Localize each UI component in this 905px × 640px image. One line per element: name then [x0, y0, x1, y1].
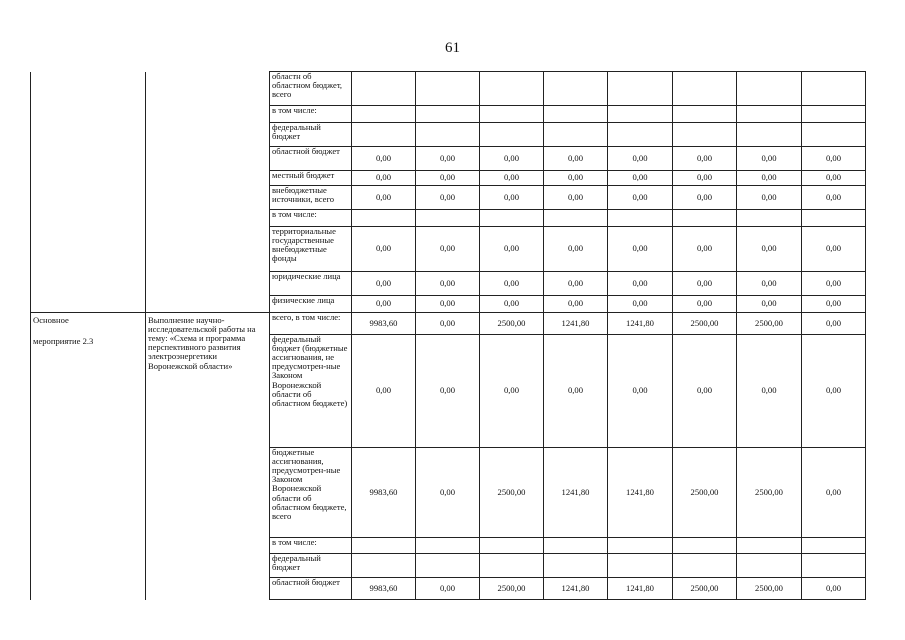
funding-table	[30, 71, 866, 600]
source-label: областной бюджет	[270, 147, 352, 171]
value-cell: 0,00	[544, 171, 608, 186]
value-cell: 0,00	[802, 272, 866, 296]
value-cell: 0,00	[544, 227, 608, 272]
value-cell: 0,00	[608, 296, 673, 313]
value-cell: 0,00	[737, 296, 802, 313]
value-cell: 0,00	[737, 147, 802, 171]
value-cell	[352, 554, 416, 578]
value-cell	[802, 210, 866, 227]
value-cell: 0,00	[673, 186, 737, 210]
value-cell: 0,00	[352, 272, 416, 296]
value-cell: 2500,00	[737, 313, 802, 335]
value-cell: 1241,80	[608, 448, 673, 538]
value-cell	[737, 123, 802, 147]
source-label: юридические лица	[270, 272, 352, 296]
value-cell: 0,00	[608, 227, 673, 272]
value-cell	[608, 123, 673, 147]
value-cell: 0,00	[416, 272, 480, 296]
value-cell: 1241,80	[544, 313, 608, 335]
value-cell	[544, 106, 608, 123]
source-label: областной бюджет	[270, 578, 352, 600]
value-cell	[416, 72, 480, 106]
value-cell: 2500,00	[737, 578, 802, 600]
value-cell: 0,00	[480, 171, 544, 186]
value-cell	[673, 72, 737, 106]
source-label: федеральный бюджет (бюджетные ассигнования, не предусмотрен-ные Законом Воронежской области об областном бюджете)	[270, 335, 352, 448]
value-cell: 0,00	[480, 147, 544, 171]
value-cell: 0,00	[802, 186, 866, 210]
value-cell	[608, 72, 673, 106]
value-cell	[673, 210, 737, 227]
value-cell: 2500,00	[737, 448, 802, 538]
value-cell: 1241,80	[608, 578, 673, 600]
value-cell: 0,00	[416, 227, 480, 272]
source-label: областн об областном бюджет, всего	[270, 72, 352, 106]
value-cell	[352, 106, 416, 123]
value-cell: 0,00	[416, 448, 480, 538]
value-cell: 0,00	[673, 272, 737, 296]
source-label: физические лица	[270, 296, 352, 313]
value-cell	[608, 554, 673, 578]
value-cell: 0,00	[737, 272, 802, 296]
value-cell: 0,00	[480, 227, 544, 272]
value-cell	[673, 554, 737, 578]
value-cell	[673, 538, 737, 554]
value-cell: 0,00	[544, 147, 608, 171]
value-cell: 0,00	[416, 313, 480, 335]
value-cell: 2500,00	[673, 578, 737, 600]
value-cell: 9983,60	[352, 313, 416, 335]
value-cell: 0,00	[737, 335, 802, 448]
value-cell	[544, 538, 608, 554]
value-cell: 2500,00	[480, 578, 544, 600]
value-cell: 0,00	[802, 296, 866, 313]
value-cell: 0,00	[352, 227, 416, 272]
value-cell	[737, 106, 802, 123]
value-cell: 0,00	[544, 335, 608, 448]
activity-status-line2: мероприятие 2.3	[33, 336, 94, 347]
value-cell: 0,00	[352, 147, 416, 171]
source-label: федеральный бюджет	[270, 123, 352, 147]
value-cell: 0,00	[480, 272, 544, 296]
value-cell	[802, 106, 866, 123]
value-cell	[608, 210, 673, 227]
source-label: в том числе:	[270, 106, 352, 123]
value-cell: 0,00	[802, 578, 866, 600]
source-label: всего, в том числе:	[270, 313, 352, 335]
value-cell: 0,00	[608, 272, 673, 296]
value-cell: 0,00	[608, 186, 673, 210]
value-cell	[480, 106, 544, 123]
value-cell: 0,00	[352, 186, 416, 210]
table-row	[31, 72, 866, 106]
value-cell: 0,00	[737, 171, 802, 186]
activity-status-line1: Основное	[33, 315, 69, 325]
value-cell: 0,00	[416, 578, 480, 600]
value-cell: 0,00	[737, 186, 802, 210]
value-cell: 9983,60	[352, 578, 416, 600]
page-number: 61	[445, 40, 460, 56]
value-cell: 0,00	[673, 296, 737, 313]
value-cell: 1241,80	[608, 313, 673, 335]
value-cell	[416, 538, 480, 554]
value-cell: 2500,00	[673, 448, 737, 538]
value-cell	[352, 123, 416, 147]
value-cell: 0,00	[673, 227, 737, 272]
value-cell	[416, 554, 480, 578]
value-cell: 0,00	[416, 147, 480, 171]
value-cell	[416, 106, 480, 123]
value-cell	[544, 123, 608, 147]
value-cell	[802, 123, 866, 147]
value-cell	[673, 123, 737, 147]
value-cell: 1241,80	[544, 448, 608, 538]
status-cell-empty	[31, 72, 146, 313]
source-label: федеральный бюджет	[270, 554, 352, 578]
value-cell	[480, 123, 544, 147]
name-cell-empty	[146, 72, 270, 313]
value-cell	[544, 554, 608, 578]
value-cell	[802, 538, 866, 554]
value-cell: 0,00	[352, 296, 416, 313]
value-cell: 0,00	[673, 335, 737, 448]
value-cell	[737, 538, 802, 554]
value-cell: 0,00	[416, 335, 480, 448]
value-cell: 0,00	[480, 186, 544, 210]
value-cell	[737, 210, 802, 227]
activity-name: Выполнение научно-исследовательской работы на тему: «Схема и программа перспективного развития электроэнергетики Воронежской области»	[146, 313, 270, 600]
value-cell: 9983,60	[352, 448, 416, 538]
activity-status	[31, 313, 146, 600]
value-cell	[480, 538, 544, 554]
value-cell	[480, 210, 544, 227]
value-cell: 0,00	[352, 335, 416, 448]
source-label: местный бюджет	[270, 171, 352, 186]
value-cell	[352, 538, 416, 554]
value-cell	[802, 72, 866, 106]
value-cell: 0,00	[802, 227, 866, 272]
value-cell: 0,00	[673, 147, 737, 171]
value-cell: 0,00	[608, 171, 673, 186]
value-cell: 0,00	[544, 272, 608, 296]
value-cell: 2500,00	[480, 448, 544, 538]
value-cell	[416, 123, 480, 147]
value-cell	[737, 72, 802, 106]
value-cell: 0,00	[480, 335, 544, 448]
value-cell	[544, 210, 608, 227]
value-cell	[480, 72, 544, 106]
value-cell: 0,00	[352, 171, 416, 186]
value-cell: 0,00	[544, 186, 608, 210]
value-cell	[416, 210, 480, 227]
value-cell: 1241,80	[544, 578, 608, 600]
value-cell	[352, 210, 416, 227]
value-cell: 0,00	[416, 296, 480, 313]
value-cell: 0,00	[673, 171, 737, 186]
value-cell: 2500,00	[673, 313, 737, 335]
value-cell	[544, 72, 608, 106]
table-row	[31, 313, 866, 335]
value-cell: 0,00	[802, 147, 866, 171]
value-cell	[608, 106, 673, 123]
value-cell	[480, 554, 544, 578]
value-cell: 0,00	[737, 227, 802, 272]
source-label: внебюджетные источники, всего	[270, 186, 352, 210]
value-cell: 0,00	[416, 171, 480, 186]
value-cell	[608, 538, 673, 554]
value-cell	[802, 554, 866, 578]
value-cell: 0,00	[416, 186, 480, 210]
value-cell	[673, 106, 737, 123]
value-cell: 0,00	[802, 335, 866, 448]
source-label: территориальные государственные внебюджетные фонды	[270, 227, 352, 272]
value-cell	[737, 554, 802, 578]
value-cell: 0,00	[802, 171, 866, 186]
value-cell: 0,00	[608, 335, 673, 448]
value-cell: 2500,00	[480, 313, 544, 335]
value-cell: 0,00	[802, 448, 866, 538]
source-label: в том числе:	[270, 538, 352, 554]
source-label: в том числе:	[270, 210, 352, 227]
source-label: бюджетные ассигнования, предусмотрен-ные Законом Воронежской области об областном бюджете, всего	[270, 448, 352, 538]
value-cell	[352, 72, 416, 106]
value-cell: 0,00	[544, 296, 608, 313]
value-cell: 0,00	[480, 296, 544, 313]
value-cell: 0,00	[608, 147, 673, 171]
value-cell: 0,00	[802, 313, 866, 335]
